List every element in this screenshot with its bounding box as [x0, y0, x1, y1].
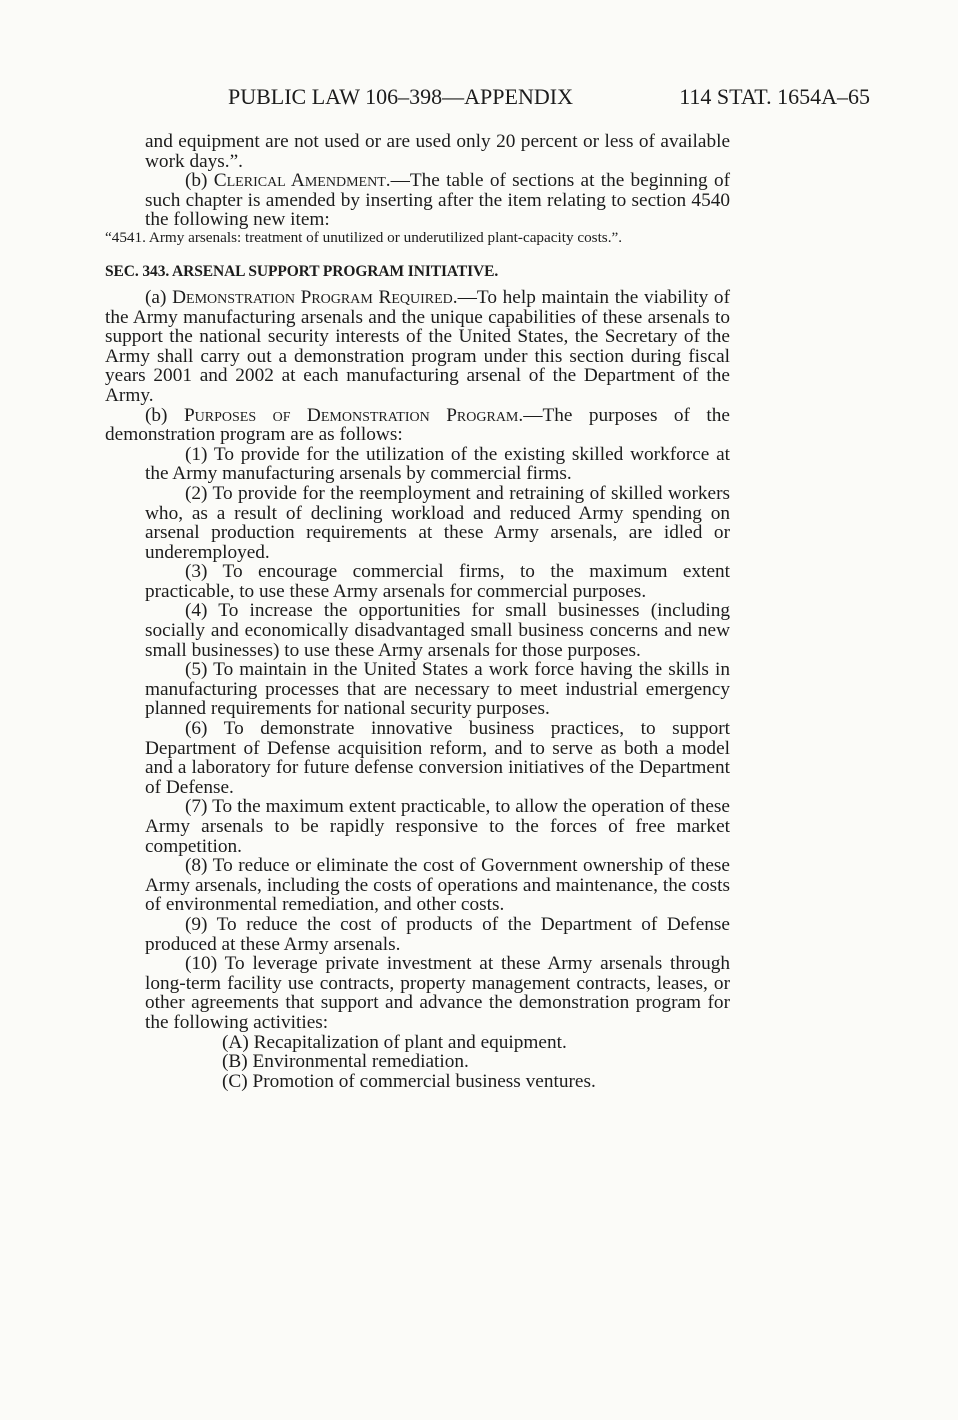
- running-head: PUBLIC LAW 106–398—APPENDIX: [228, 84, 573, 109]
- activity-clause-b: (B) Environmental remediation.: [222, 1051, 469, 1073]
- clerical-amendment-paragraph: [105, 171, 730, 230]
- subsection-a-heading: Demonstration Program Required: [172, 286, 453, 308]
- purpose-paragraph-10: (10) To leverage private investment at these Army arsenals through long-term facility use contracts, property management contracts, leases, or other agreements that support and advance the demonstration program for the following activities:: [145, 953, 730, 1033]
- document-body: [105, 132, 730, 1091]
- activity-clause-c: (C) Promotion of commercial business ventures.: [222, 1070, 596, 1092]
- subsection-b-paragraph: [105, 406, 730, 445]
- page-number: 114 STAT. 1654A–65: [679, 84, 870, 109]
- purpose-paragraph-9: (9) To reduce the cost of products of the Department of Defense produced at these Army arsenals.: [145, 913, 730, 955]
- new-table-item: “4541. Army arsenals: treatment of unutilized or underutilized plant-capacity costs.”.: [105, 228, 623, 246]
- clerical-amendment-label: (b): [185, 170, 208, 192]
- purpose-paragraph-4: (4) To increase the opportunities for small businesses (including socially and economically disadvantaged small business concerns and new small businesses) to use these Army arsenals for those purposes.: [145, 600, 730, 661]
- page-header: [228, 82, 870, 112]
- purpose-paragraph-2: (2) To provide for the reemployment and retraining of skilled workers who, as a result of declining workload and reduced Army spending on arsenal production requirements at these Army arsenals, are idled or underemployed.: [145, 482, 730, 563]
- purpose-paragraph-7: (7) To the maximum extent practicable, to allow the operation of these Army arsenals to be rapidly responsive to the forces of free market competition.: [145, 796, 730, 857]
- purpose-paragraph-5: (5) To maintain in the United States a work force having the skills in manufacturing processes that are necessary to meet industrial emergency planned requirements for national security purposes.: [145, 659, 730, 720]
- purpose-paragraph-1: (1) To provide for the utilization of the existing skilled workforce at the Army manufacturing arsenals by commercial firms.: [145, 443, 730, 485]
- subsection-a-label: (a): [145, 286, 167, 308]
- clerical-amendment-text: .—The table of sections at the beginning of such chapter is amended by inserting after the item relating to section 4540 the following new item:: [145, 170, 731, 231]
- subsection-b-label: (b): [145, 404, 168, 426]
- purpose-paragraph-3: (3) To encourage commercial firms, to the maximum extent practicable, to use these Army arsenals for commercial purposes.: [145, 561, 730, 602]
- subsection-b-heading: Purposes of Demonstration Program: [183, 404, 519, 426]
- clerical-amendment-heading: Clerical Amendment: [213, 170, 386, 192]
- subsection-b-text: .—The purposes of the demonstration program are as follows:: [105, 404, 730, 446]
- carryover-paragraph: and equipment are not used or are used only 20 percent or less of available work days.”.: [145, 131, 730, 172]
- purpose-paragraph-8: (8) To reduce or eliminate the cost of Government ownership of these Army arsenals, including the costs of operations and maintenance, the costs of environmental remediation, and other costs.: [145, 855, 730, 916]
- subsection-a-paragraph: [105, 288, 730, 406]
- purpose-paragraph-6: (6) To demonstrate innovative business practices, to support Department of Defense acquisition reform, and to serve as both a model and a laboratory for future defense conversion initiatives of the Department of Defense.: [145, 718, 730, 798]
- section-heading: SEC. 343. ARSENAL SUPPORT PROGRAM INITIATIVE.: [105, 262, 499, 280]
- subsection-a-text: .—To help maintain the viability of the Army manufacturing arsenals and the unique capabilities of these arsenals to support the national security interests of the United States, the Secretary of the Army shall carry out a demonstration program under this section during fiscal years 2001 and 2002 at each manufacturing arsenal of the Department of the Army.: [105, 286, 730, 406]
- activity-clause-a: (A) Recapitalization of plant and equipment.: [222, 1031, 567, 1053]
